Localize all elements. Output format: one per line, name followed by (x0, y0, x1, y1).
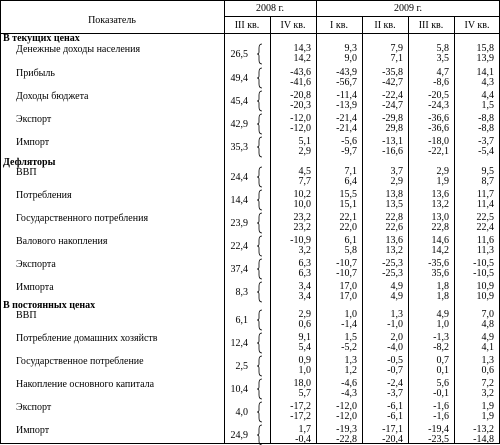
header-q3-2009: III кв. (418, 20, 444, 31)
value-cell: 4,9 (436, 309, 449, 320)
value-cell: -5,4 (478, 146, 494, 157)
value-q3-2008: 24,4 (230, 172, 248, 183)
value-cell: 5,4 (298, 342, 311, 353)
value-cell: -1,3 (433, 332, 449, 343)
value-cell: -2,4 (387, 378, 403, 389)
value-cell: -0,5 (387, 355, 403, 366)
value-cell: -36,6 (428, 123, 449, 134)
row-label: Доходы бюджета (16, 91, 89, 102)
value-cell: 15,8 (476, 43, 494, 54)
value-q3-2008: 2,5 (235, 361, 248, 372)
brace-icon (256, 68, 264, 88)
value-q3-2008: 49,4 (230, 73, 248, 84)
value-cell: -19,3 (336, 424, 357, 435)
value-cell: 6,3 (298, 268, 311, 279)
row-label: Государственного потребления (16, 213, 149, 224)
value-cell: -14,8 (473, 434, 494, 445)
brace-icon (256, 402, 264, 422)
value-cell: 1,9 (481, 401, 494, 412)
value-cell: 0,9 (298, 355, 311, 366)
value-cell: 17,0 (339, 281, 357, 292)
value-cell: 7,9 (390, 43, 403, 54)
value-cell: 14,1 (476, 67, 494, 78)
row-label: Накопление основного капитала (16, 379, 155, 390)
header-indicator: Показатель (88, 15, 136, 26)
brace-icon (256, 114, 264, 134)
value-cell: -8,6 (433, 77, 449, 88)
value-cell: -11,4 (336, 90, 357, 101)
value-cell: -43,6 (290, 67, 311, 78)
header-q3-2008: III кв. (234, 20, 260, 31)
value-cell: -4,3 (341, 388, 357, 399)
value-cell: -29,8 (382, 113, 403, 124)
value-cell: 1,0 (298, 365, 311, 376)
row-label: Денежные доходы населения (16, 44, 141, 55)
value-cell: 3,7 (390, 166, 403, 177)
value-cell: 14,6 (431, 235, 449, 246)
value-cell: 9,5 (481, 166, 494, 177)
value-cell: 9,3 (344, 43, 357, 54)
value-cell: -1,4 (341, 319, 357, 330)
value-cell: -8,8 (478, 113, 494, 124)
value-cell: -8,8 (478, 123, 494, 134)
value-cell: 7,1 (344, 166, 357, 177)
value-cell: -9,7 (341, 146, 357, 157)
value-cell: 7,7 (298, 176, 311, 187)
value-cell: 4,5 (298, 166, 311, 177)
value-cell: 2,9 (298, 146, 311, 157)
value-cell: 3,4 (298, 281, 311, 292)
value-q3-2008: 42,9 (230, 119, 248, 130)
value-cell: -10,7 (336, 258, 357, 269)
value-cell: 6,3 (298, 258, 311, 269)
value-cell: 11,6 (476, 235, 494, 246)
value-cell: 10,9 (476, 291, 494, 302)
value-cell: -13,9 (336, 100, 357, 111)
value-cell: 1,2 (344, 365, 357, 376)
value-cell: -10,5 (473, 268, 494, 279)
value-cell: 3,4 (298, 291, 311, 302)
value-cell: -36,6 (428, 113, 449, 124)
row-label: Потребления (16, 190, 72, 201)
value-cell: 22,1 (339, 212, 357, 223)
brace-icon (256, 356, 264, 376)
value-cell: 15,5 (339, 189, 357, 200)
value-q3-2008: 22,4 (230, 241, 248, 252)
value-cell: 35,6 (431, 268, 449, 279)
value-cell: 11,3 (476, 245, 494, 256)
value-cell: -12,0 (336, 411, 357, 422)
value-cell: -20,3 (290, 100, 311, 111)
brace-icon (256, 236, 264, 256)
value-cell: 11,7 (476, 189, 494, 200)
value-cell: -17,1 (382, 424, 403, 435)
value-cell: -0,1 (433, 388, 449, 399)
value-cell: 5,1 (298, 136, 311, 147)
value-cell: -21,4 (336, 113, 357, 124)
value-cell: 1,5 (481, 100, 494, 111)
value-cell: -42,7 (382, 77, 403, 88)
row-label: Прибыль (16, 68, 55, 79)
value-q3-2008: 37,4 (230, 264, 248, 275)
header-year-2009: 2009 г. (394, 3, 422, 14)
value-cell: -10,7 (336, 268, 357, 279)
value-cell: -13,2 (473, 424, 494, 435)
brace-icon (256, 310, 264, 330)
value-q3-2008: 26,5 (230, 49, 248, 60)
value-cell: 0,6 (481, 365, 494, 376)
row-label: Экспорт (16, 402, 52, 413)
value-cell: -12,0 (290, 123, 311, 134)
value-cell: 1,0 (344, 309, 357, 320)
value-cell: 22,5 (476, 212, 494, 223)
value-cell: 4,9 (481, 332, 494, 343)
row-label: Потребление домашних хозяйств (16, 333, 158, 344)
row-label: ВВП (16, 310, 37, 321)
value-cell: -23,5 (428, 434, 449, 445)
value-cell: 5,7 (298, 388, 311, 399)
value-cell: 3,5 (436, 53, 449, 64)
value-cell: 13,6 (385, 235, 403, 246)
value-cell: -6,1 (387, 401, 403, 412)
section-title: В текущих ценах (3, 33, 80, 44)
row-label: Импорт (16, 425, 50, 436)
value-cell: 4,1 (481, 342, 494, 353)
value-cell: 10,2 (293, 189, 311, 200)
brace-icon (256, 282, 264, 302)
value-q3-2008: 24,9 (230, 430, 248, 441)
value-cell: 9,1 (298, 332, 311, 343)
section-title: В постоянных ценах (3, 300, 96, 311)
value-cell: 14,3 (293, 43, 311, 54)
value-cell: 14,2 (293, 53, 311, 64)
header-q2-2009: II кв. (374, 20, 396, 31)
value-q3-2008: 4,0 (235, 407, 248, 418)
value-cell: 11,4 (476, 199, 494, 210)
brace-icon (256, 44, 264, 64)
value-cell: 1,3 (344, 355, 357, 366)
value-cell: 5,8 (436, 43, 449, 54)
value-cell: 9,0 (344, 53, 357, 64)
value-cell: -13,1 (382, 136, 403, 147)
row-label: Импорт (16, 137, 50, 148)
value-q3-2008: 14,4 (230, 195, 248, 206)
value-cell: 13,8 (385, 189, 403, 200)
rule-top (0, 0, 500, 1)
value-cell: -35,6 (428, 258, 449, 269)
value-cell: 23,2 (293, 212, 311, 223)
value-cell: -1,6 (433, 411, 449, 422)
rule-left (0, 0, 1, 444)
value-cell: 22,8 (385, 212, 403, 223)
value-cell: 22,8 (431, 222, 449, 233)
value-cell: -3,7 (478, 136, 494, 147)
value-cell: -41,6 (290, 77, 311, 88)
row-label: Экспорта (16, 259, 56, 270)
header-q1-2009: I кв. (330, 20, 348, 31)
value-cell: -25,3 (382, 258, 403, 269)
header-year-2008: 2008 г. (256, 3, 284, 14)
value-cell: 1,3 (390, 309, 403, 320)
value-cell: -0,7 (387, 365, 403, 376)
value-cell: 1,3 (481, 355, 494, 366)
row-label: Государственное потребление (16, 356, 144, 367)
value-cell: -6,1 (387, 411, 403, 422)
value-cell: -3,7 (387, 388, 403, 399)
value-cell: -4,0 (387, 342, 403, 353)
value-cell: -17,2 (290, 401, 311, 412)
value-cell: 7,0 (481, 309, 494, 320)
value-cell: -43,9 (336, 67, 357, 78)
value-cell: -12,0 (290, 113, 311, 124)
value-cell: 7,1 (390, 53, 403, 64)
value-cell: -20,4 (382, 434, 403, 445)
value-cell: 2,0 (390, 332, 403, 343)
value-cell: -24,3 (428, 100, 449, 111)
brace-icon (256, 167, 264, 187)
value-cell: -22,1 (428, 146, 449, 157)
value-cell: 15,1 (339, 199, 357, 210)
value-cell: -5,6 (341, 136, 357, 147)
value-q3-2008: 12,4 (230, 338, 248, 349)
section-title: Дефляторы (3, 157, 56, 168)
value-cell: 0,7 (436, 355, 449, 366)
header-q4-2008: IV кв. (280, 20, 306, 31)
value-cell: 13,6 (431, 189, 449, 200)
value-q3-2008: 8,3 (235, 287, 248, 298)
row-label: Экспорт (16, 114, 52, 125)
value-q3-2008: 35,3 (230, 142, 248, 153)
value-cell: 14,2 (431, 245, 449, 256)
value-cell: 17,0 (339, 291, 357, 302)
value-cell: 5,8 (344, 245, 357, 256)
value-cell: -56,7 (336, 77, 357, 88)
value-cell: 2,9 (298, 309, 311, 320)
value-cell: 0,6 (298, 319, 311, 330)
value-cell: 8,7 (481, 176, 494, 187)
value-cell: -19,4 (428, 424, 449, 435)
value-cell: 6,1 (344, 235, 357, 246)
value-cell: 6,4 (344, 176, 357, 187)
value-cell: 13,5 (385, 199, 403, 210)
value-cell: -22,4 (382, 90, 403, 101)
value-cell: 13,9 (476, 53, 494, 64)
brace-icon (256, 259, 264, 279)
value-cell: 10,9 (476, 281, 494, 292)
header-q4-2009: IV кв. (464, 20, 490, 31)
value-q3-2008: 10,4 (230, 384, 248, 395)
value-cell: -25,3 (382, 268, 403, 279)
value-cell: -12,0 (336, 401, 357, 412)
value-cell: -10,5 (473, 258, 494, 269)
value-cell: 29,8 (385, 123, 403, 134)
value-cell: 10,0 (293, 199, 311, 210)
value-cell: 0,1 (436, 365, 449, 376)
value-cell: 4,4 (481, 90, 494, 101)
value-cell: 22,4 (476, 222, 494, 233)
value-q3-2008: 23,9 (230, 218, 248, 229)
brace-icon (256, 333, 264, 353)
value-cell: 4,3 (481, 77, 494, 88)
value-cell: 4,7 (436, 67, 449, 78)
value-cell: 1,0 (436, 319, 449, 330)
value-cell: 13,0 (431, 212, 449, 223)
value-q3-2008: 45,4 (230, 96, 248, 107)
value-cell: 4,9 (390, 291, 403, 302)
value-cell: 1,8 (436, 281, 449, 292)
value-cell: 22,0 (339, 222, 357, 233)
brace-icon (256, 425, 264, 445)
value-cell: 2,9 (436, 166, 449, 177)
value-cell: -22,8 (336, 434, 357, 445)
value-cell: 5,6 (436, 378, 449, 389)
value-cell: 2,9 (390, 176, 403, 187)
value-cell: 22,6 (385, 222, 403, 233)
value-cell: -20,8 (290, 90, 311, 101)
brace-icon (256, 190, 264, 210)
row-label: ВВП (16, 167, 37, 178)
value-cell: -0,4 (295, 434, 311, 445)
value-cell: 1,7 (298, 424, 311, 435)
value-cell: 1,8 (436, 291, 449, 302)
value-cell: -21,4 (336, 123, 357, 134)
value-cell: -35,8 (382, 67, 403, 78)
brace-icon (256, 137, 264, 157)
value-cell: -20,5 (428, 90, 449, 101)
value-cell: -24,7 (382, 100, 403, 111)
value-cell: -8,2 (433, 342, 449, 353)
value-cell: -10,9 (290, 235, 311, 246)
value-cell: 1,5 (344, 332, 357, 343)
value-cell: -16,6 (382, 146, 403, 157)
value-cell: 1,9 (481, 411, 494, 422)
row-label: Валового накопления (16, 236, 108, 247)
rule-col-indicator (224, 0, 225, 444)
value-cell: 4,9 (390, 281, 403, 292)
row-label: Импорта (16, 282, 54, 293)
value-q3-2008: 6,1 (235, 315, 248, 326)
brace-icon (256, 91, 264, 111)
value-cell: -17,2 (290, 411, 311, 422)
value-cell: -18,0 (428, 136, 449, 147)
value-cell: -5,2 (341, 342, 357, 353)
brace-icon (256, 213, 264, 233)
value-cell: 3,2 (298, 245, 311, 256)
value-cell: -4,6 (341, 378, 357, 389)
brace-icon (256, 379, 264, 399)
value-cell: 18,0 (293, 378, 311, 389)
value-cell: 23,2 (293, 222, 311, 233)
value-cell: 3,2 (481, 388, 494, 399)
value-cell: 1,9 (436, 176, 449, 187)
value-cell: 7,2 (481, 378, 494, 389)
value-cell: 4,8 (481, 319, 494, 330)
value-cell: -1,6 (433, 401, 449, 412)
value-cell: 13,2 (385, 245, 403, 256)
value-cell: -1,0 (387, 319, 403, 330)
value-cell: 13,2 (431, 199, 449, 210)
